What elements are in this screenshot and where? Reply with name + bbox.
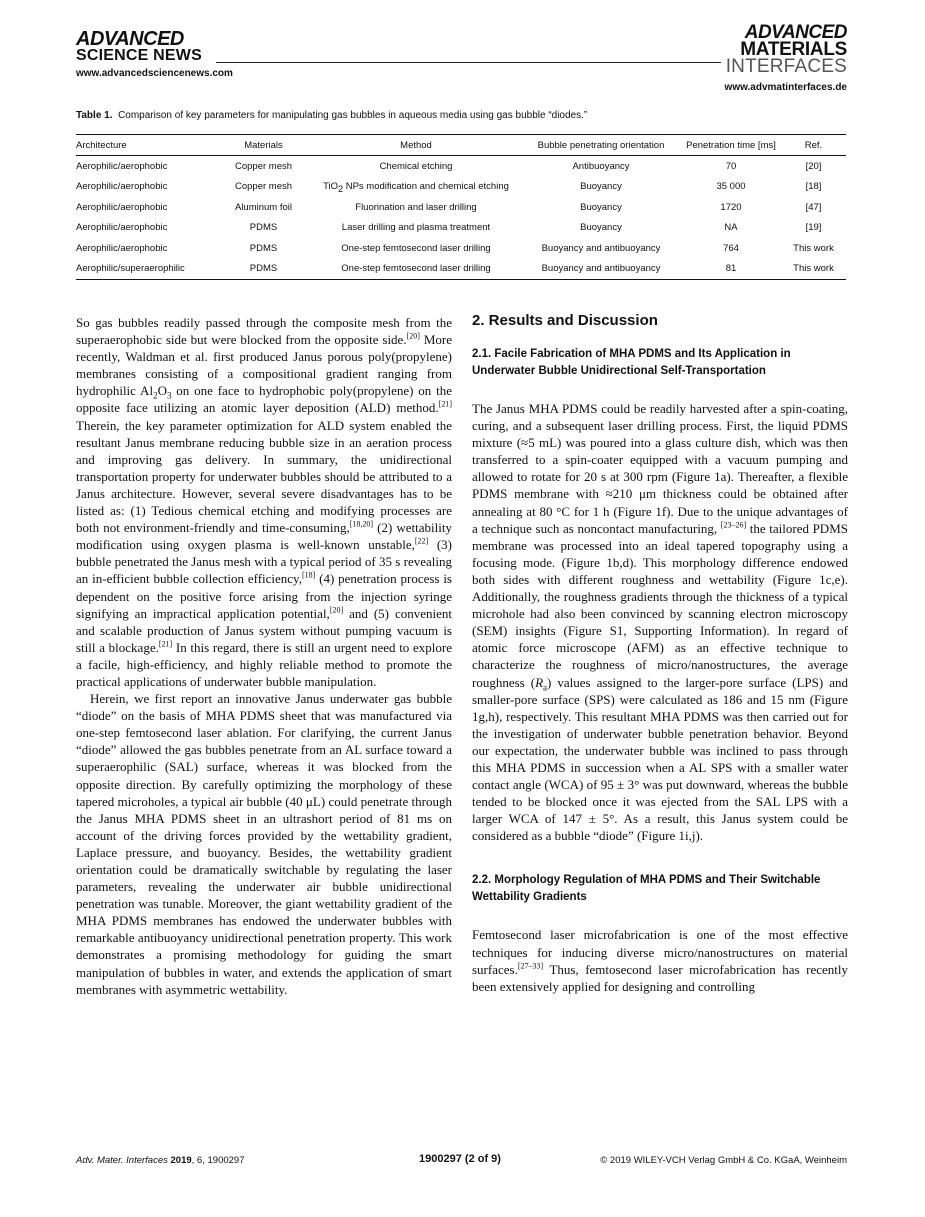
column-header: Ref.	[781, 135, 846, 156]
paragraph: The Janus MHA PDMS could be readily harvested after a spin-coating, curing, and a subsequent laser drilling process. First, the liquid PDMS mixture (≈5 mL) was poured into a glass culture dish, which was then transferred to a spin-coater equipped with a vacuum pumping and allowed to rotate for 20 s at 300 rpm (Figure 1a). Thereafter, a flexible PDMS membrane with ≈210 μm thickness could be obtained after annealing at 80 °C for 1 h (Figure 1f). Due to the unique advantages of a technique such as noncontact manufacturing, [23–26] the tailored PDMS membrane was processed into an ideal tapered topography using a focusing mode. (Figure 1b,d). This morphology difference endowed both sides with different roughness and wettability (Figure 1c,e). Additionally, the roughness gradients through the thickness of a typical microhole had also been convinced by scanning electron microscopy (SEM) insights (Figure S1, Supporting Information). In regard of atomic force microscope (AFM) as an effective technique to characterize the roughness of micro/nanostructures, the average roughness $(R_a)$ values assigned to the larger-pore surface (LPS) and smaller-pore surface (SPS) were calculated as 186 and 15 nm (Figure 1g,h), respectively. This resultant MHA PDMS was then carried out for the investigation of underwater bubble penetration behavior. Beyond our expectation, the underwater bubble was inclined to pass through this MHA PDMS in succession when a AL SPS with a smaller water contact angle (WCA) of 95 ± 3° was put downward, whereas the bubble tended to be blocked once it was ejected from the SAL LPS with a larger WCA of 147 ± 5°. As a result, this Janus system could be considered as a bubble “diode” (Figure 1i,j).	[472, 401, 849, 844]
table-row	[76, 197, 846, 218]
table-cell: Buoyancy and antibuoyancy	[521, 259, 681, 280]
table-cell: Antibuoyancy	[572, 160, 630, 172]
footer-copyright: © 2019 WILEY-VCH Verlag GmbH & Co. KGaA, Weinheim	[600, 1155, 847, 1166]
left-column	[76, 314, 452, 998]
table-cell: 70	[725, 160, 737, 172]
logo-line-interfaces: INTERFACES	[725, 56, 847, 77]
footer-year: 2019	[170, 1155, 192, 1166]
table-cell: Fluorination and laser drilling	[355, 201, 477, 213]
table-cell: Aluminum foil	[234, 201, 293, 213]
column-header: Materials	[216, 135, 311, 156]
logo-line-materials: MATERIALS	[740, 39, 847, 60]
table-caption-text: Comparison of key parameters for manipulating gas bubbles in aqueous media using gas bubble “diodes.”	[118, 110, 588, 121]
table-cell: Copper mesh	[234, 181, 293, 193]
header-rule	[216, 62, 721, 63]
journal-url[interactable]: www.advmatinterfaces.de	[724, 82, 847, 93]
table-cell: Copper mesh	[234, 160, 293, 172]
table-cell: Laser drilling and plasma treatment	[341, 222, 491, 234]
table-cell: [47]	[805, 201, 822, 213]
logo-line-science-news: SCIENCE NEWS	[76, 47, 202, 64]
table-cell: One-step femtosecond laser drilling	[311, 259, 521, 280]
footer-page-number: 1900297 (2 of 9)	[419, 1153, 501, 1165]
section-heading: 2. Results and Discussion	[472, 312, 658, 329]
column-header: Method	[311, 135, 521, 156]
right-column	[472, 312, 848, 995]
table-cell: TiO$_2$ NPs modification and chemical etching	[323, 181, 509, 195]
column-header: Architecture	[76, 135, 216, 156]
table-cell: Aerophilic/aerophobic	[76, 242, 168, 254]
table-row	[76, 177, 846, 198]
paragraph: Herein, we first report an innovative Janus underwater gas bubble “diode” on the basis of MHA PDMS sheet that was manufactured via one-step femtosecond laser ablation. For clarifying, the current Janus “diode” allowed the gas bubbles penetrate from an AL surface toward a superaerophilic (SAL) surface, whereas it was blocked from the opposite direction. By carefully optimizing the morphology of these tapered microholes, a typical air bubble (40 μL) could penetrate through the Janus MHA PDMS sheet in an ultrashort period of 81 ms on account of the driving forces provided by the wettability gradient, Laplace pressure, and buoyancy. Besides, the wettability gradient orientation could be dramatically switchable by regulating the laser parameters, revealing the underwater air bubble unidirectional penetration was tunable. Moreover, the giant wettability gradient of the MHA PDMS membranes has endowed the underwater bubbles with remarkable antibuoyancy unidirectional penetration property. This work demonstrates a promising methodology for guiding the smart manipulation of bubbles in water, and extends the application of smart membranes with asymmetric wettability.	[76, 691, 452, 997]
table-cell: Aerophilic/aerophobic	[76, 222, 168, 234]
table-row	[76, 259, 846, 280]
table-cell: Aerophilic/aerophobic	[76, 181, 168, 193]
journal-logo	[700, 24, 847, 75]
table-cell: Aerophilic/superaerophilic	[76, 259, 216, 280]
table-row	[76, 156, 846, 177]
footer-citation	[76, 1155, 244, 1166]
paragraph: So gas bubbles readily passed through the composite mesh from the superaerophobic side but were blocked from the opposite side.[20] More recently, Waldman et al. first produced Janus porous poly(propylene) membranes consisting of a compositional gradient ranging from hydrophilic $Al_2O_3$ on one face to hydrophobic poly(propylene) on the opposite face utilizing an atomic layer deposition (ALD) method.[21] Therein, the key parameter optimization for ALD system enabled the resultant Janus membrane reducing bubble size in an aeration process and improving gas delivery. In summary, the unidirectional transportation property for underwater bubbles should be attributed to a Janus architecture. However, several severe disadvantages has to be listed as: (1) Tedious chemical etching and modifying processes are both not environment-friendly and time-consuming,[18,20] (2) wettability modification using oxygen plasma is well-known unstable,[22] (3) bubble penetrated the Janus mesh with a typical period of 35 s revealing an in-efficient bubble collection efficiency,[18] (4) penetration process is dependent on the positive force arising from the injection syringe signifying an impractical application potential,[20] and (5) convenient and scalable production of Janus system without pumping vacuum is still a blockage.[21] In this regard, there is still an urgent need to explore a facile, high-efficiency, and highly reliable method to promote the practical applications of underwater bubble manipulation.	[76, 315, 452, 689]
column-header: Bubble penetrating orientation	[521, 135, 681, 156]
table-caption	[76, 110, 856, 121]
table-cell: Aerophilic/aerophobic	[76, 160, 168, 172]
table-cell: 35 000	[716, 181, 746, 193]
table-cell: [20]	[805, 160, 822, 172]
footer-journal: Adv. Mater. Interfaces	[76, 1155, 168, 1166]
table-cell: One-step femtosecond laser drilling	[341, 242, 491, 254]
table-cell: 81	[681, 259, 781, 280]
paragraph: Femtosecond laser microfabrication is one of the most effective techniques for inducing diverse micro/nanostructures on material surfaces.[27–33] Thus, femtosecond laser microfabrication has recently been extensively applied for designing and controlling	[472, 927, 848, 994]
parameters-table	[76, 134, 846, 280]
table-cell: NA	[724, 222, 738, 234]
table-cell: This work	[781, 259, 846, 280]
table-cell: This work	[793, 242, 834, 254]
table-cell: [18]	[805, 181, 822, 193]
column-header: Penetration time [ms]	[681, 135, 781, 156]
table-row	[76, 218, 846, 239]
table-cell: Buoyancy	[580, 181, 622, 193]
table-cell: [19]	[805, 222, 822, 234]
subsection-heading: 2.1. Facile Fabrication of MHA PDMS and Its Application in Underwater Bubble Unidirectional Self-Transportation	[472, 348, 791, 377]
table-cell: Chemical etching	[379, 160, 453, 172]
footer-volume: , 6, 1900297	[191, 1155, 245, 1166]
subsection-heading: 2.2. Morphology Regulation of MHA PDMS and Their Switchable Wettability Gradients	[472, 874, 821, 904]
table-cell: Buoyancy	[580, 222, 622, 234]
table-cell: PDMS	[249, 242, 278, 254]
table-row	[76, 238, 846, 259]
table-cell: PDMS	[249, 222, 278, 234]
table-cell: Buoyancy and antibuoyancy	[541, 242, 661, 254]
logo-line-advanced: ADVANCED	[744, 22, 847, 43]
table-cell: Aerophilic/aerophobic	[76, 201, 168, 213]
publisher-url[interactable]: www.advancedsciencenews.com	[76, 68, 233, 79]
publisher-logo	[76, 30, 202, 64]
table-cell: 764	[723, 242, 739, 254]
table-header-row	[76, 135, 846, 156]
logo-line-advanced: ADVANCED	[76, 28, 184, 50]
table-cell: Buoyancy	[580, 201, 622, 213]
table-cell: 1720	[720, 201, 742, 213]
table-cell: PDMS	[216, 259, 311, 280]
table-caption-label: Table 1.	[76, 110, 113, 121]
